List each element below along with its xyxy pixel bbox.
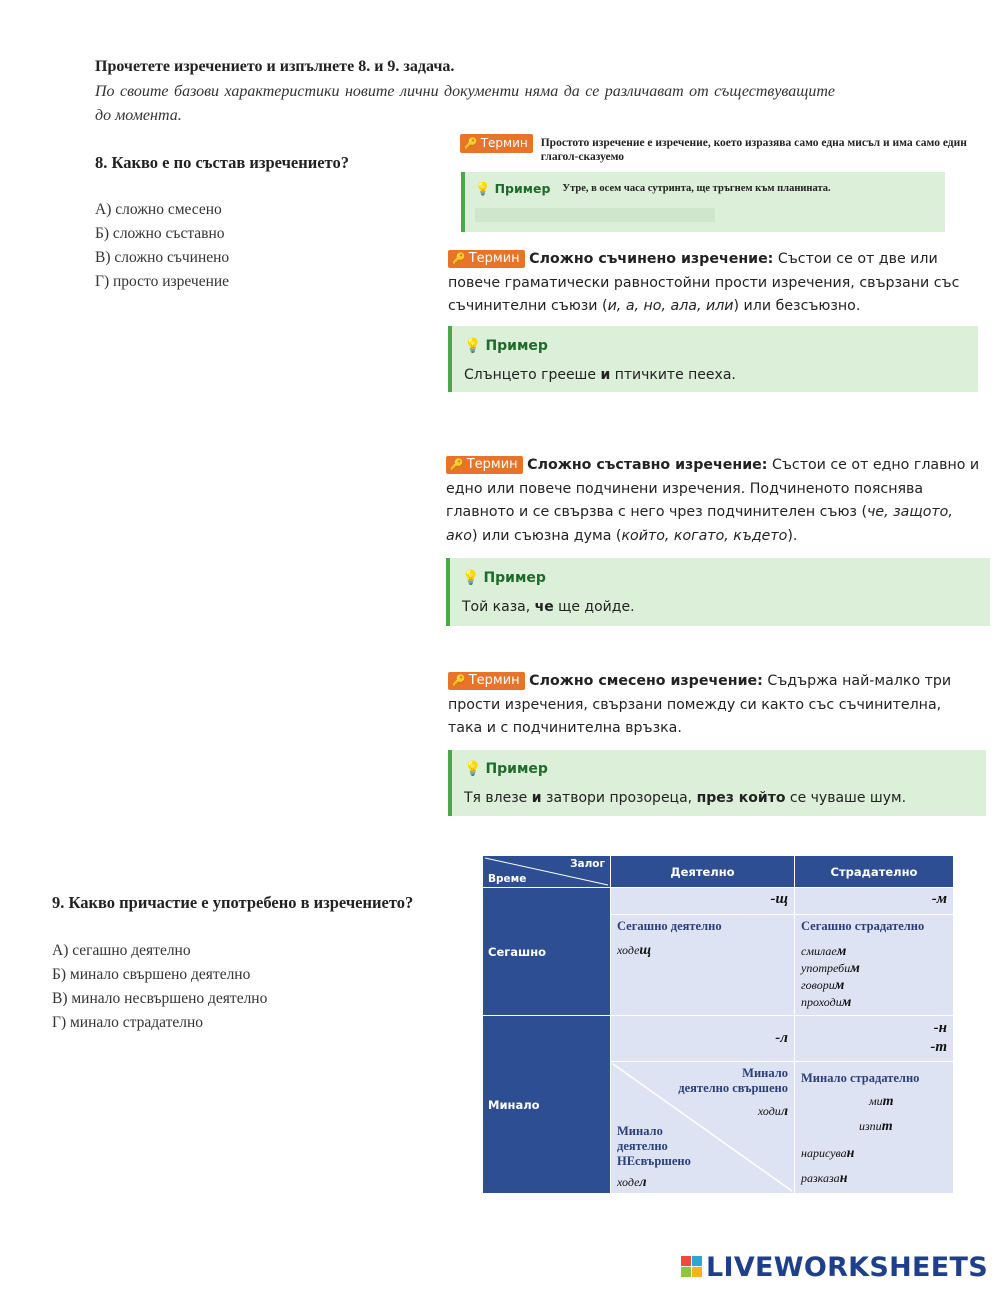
example-mixed-text: Тя влезе и затвори прозореца, през който се чуваше шум. xyxy=(464,790,907,806)
lightbulb-icon: 💡 xyxy=(464,761,482,777)
term-text: Състои се от две или повече граматически равностойни прости изречения, свързани със съчинителни съюзи ( xyxy=(448,251,960,314)
q9-option-d[interactable]: Г) минало страдателно xyxy=(52,1014,204,1031)
q8-option-b[interactable]: Б) сложно съставно xyxy=(95,225,225,242)
present-passive-suffix-cell: -м xyxy=(795,888,953,914)
term-conjunctions: че, защото, ако xyxy=(446,504,953,544)
header-passive: Страдателно xyxy=(795,856,953,887)
word: смилаем xyxy=(801,944,847,959)
q9-option-c[interactable]: В) минало несвършено деятелно xyxy=(52,990,268,1007)
liveworksheets-logo: LIVEWORKSHEETS xyxy=(681,1252,988,1283)
term-badge: 🔑 Термин xyxy=(448,672,525,690)
present-active-suffix-cell: -щ xyxy=(611,888,794,914)
key-icon: 🔑 xyxy=(464,137,478,150)
term-subordinate-title: Сложно съставно изречение: xyxy=(527,457,768,473)
question-8-title: 8. Какво е по състав изречението? xyxy=(95,153,349,172)
term-text: ) или съюзна дума ( xyxy=(471,527,622,544)
example-label: Пример xyxy=(485,761,548,777)
row-past: Минало xyxy=(483,1016,610,1193)
example-subordinate xyxy=(446,558,990,626)
q8-option-d[interactable]: Г) просто изречение xyxy=(95,273,230,290)
past-active-suffix-cell: -л xyxy=(611,1016,794,1061)
header-active: Деятелно xyxy=(611,856,794,887)
present-active-cell: Сегашно деятелно ходещ xyxy=(611,915,794,1015)
past-passive-cell: Минало страдателно мит изпит нарисуван разказан xyxy=(795,1062,953,1193)
faded-line xyxy=(475,208,715,222)
intro-title: Прочетете изречението и изпълнете 8. и 9. задача. xyxy=(95,58,455,75)
word: употребим xyxy=(801,961,860,976)
question-9-title: 9. Какво причастие е употребено в изречението? xyxy=(52,893,414,912)
term-badge: 🔑 Термин xyxy=(446,456,523,474)
table-corner: Залог Време xyxy=(483,856,610,887)
lightbulb-icon: 💡 xyxy=(475,181,491,196)
key-icon: 🔑 xyxy=(452,252,466,265)
term-conjunctive-words: който, когато, където xyxy=(621,527,788,544)
logo-mark-icon xyxy=(681,1256,703,1278)
past-passive-suffix-cell: -н -т xyxy=(795,1016,953,1061)
question-8-options xyxy=(95,198,229,294)
participle-table xyxy=(483,856,953,1193)
term-text: ). xyxy=(787,527,798,544)
example-coordinate xyxy=(448,326,978,392)
intro-quote: По своите базови характеристики новите лични документи няма да се различават от съществуващите до момента. xyxy=(95,83,835,124)
key-icon: 🔑 xyxy=(450,458,464,471)
q8-option-c[interactable]: В) сложно съчинено xyxy=(95,249,230,266)
term-coordinate-title: Сложно съчинено изречение: xyxy=(529,251,774,267)
term-subordinate xyxy=(446,454,988,548)
example-coordinate-text: Слънцето грееше и птичките пееха. xyxy=(464,367,736,383)
key-icon: 🔑 xyxy=(452,674,466,687)
term-text: Съдържа най-малко три прости изречения, свързани помежду си както със съчинителна, така и с подчинителна връзка. xyxy=(448,673,952,736)
term-mixed xyxy=(448,670,978,741)
term-text: ) или безсъюзно. xyxy=(733,298,861,314)
past-active-cell: Минало деятелно свършено ходил Минало деятелно НЕсвършено ходел xyxy=(611,1062,794,1193)
term-mixed-title: Сложно смесено изречение: xyxy=(529,673,763,689)
example-label: Пример xyxy=(485,338,548,354)
example-subordinate-text: Той каза, че ще дойде. xyxy=(462,599,635,615)
example-label: Пример xyxy=(494,181,551,196)
term-text: Състои се от едно главно и едно или повече подчинени изречения. Подчиненото пояснява главното и се свързва с него чрез подчинителен съюз ( xyxy=(446,457,980,520)
q9-option-b[interactable]: Б) минало свършено деятелно xyxy=(52,966,251,983)
term-badge: 🔑 Термин xyxy=(448,250,525,268)
example-label: Пример xyxy=(483,570,546,586)
word: проходим xyxy=(801,995,852,1010)
q8-option-a[interactable]: А) сложно смесено xyxy=(95,201,222,218)
row-present: Сегашно xyxy=(483,888,610,1015)
present-passive-cell: Сегашно страдателно смилаем употребим говорим проходим xyxy=(795,915,953,1015)
word: говорим xyxy=(801,978,845,993)
example-simple xyxy=(461,172,945,232)
term-simple-title: Простото изречение е изречение, което изразява само една мисъл и има само един глагол-сказуемо xyxy=(540,137,967,163)
example-mixed xyxy=(448,750,986,816)
question-9-options xyxy=(52,939,267,1035)
lightbulb-icon: 💡 xyxy=(462,570,480,586)
lightbulb-icon: 💡 xyxy=(464,338,482,354)
term-coordinate xyxy=(448,248,988,319)
q9-option-a[interactable]: А) сегашно деятелно xyxy=(52,942,191,959)
example-simple-text: Утре, в осем часа сутринта, ще тръгнем към планината. xyxy=(562,183,831,194)
term-simple-sentence xyxy=(460,134,970,164)
term-conjunctions: и, а, но, ала, или xyxy=(607,298,734,314)
term-badge: 🔑 Термин xyxy=(460,134,533,153)
